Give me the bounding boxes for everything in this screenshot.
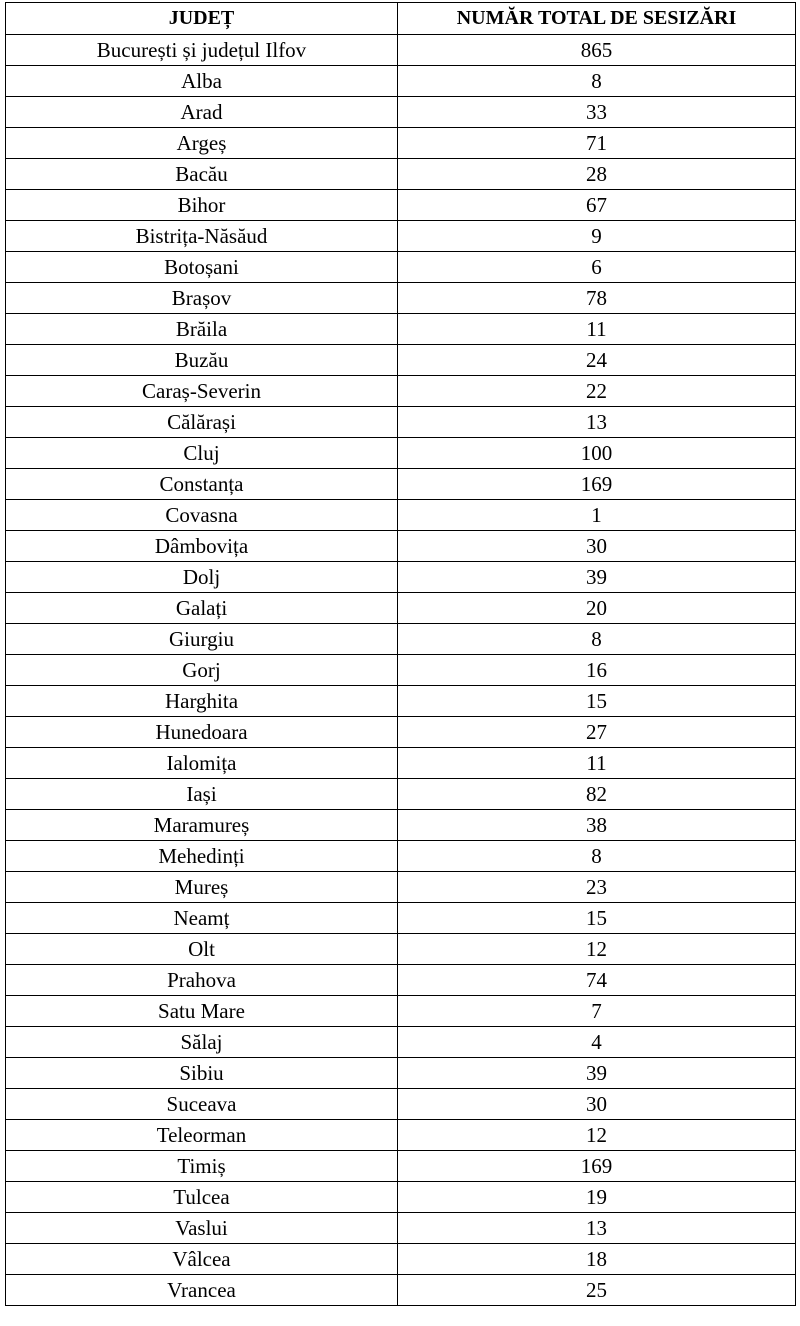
cell-judet: Cluj: [6, 438, 398, 469]
table-row: [6, 252, 796, 283]
cell-numar: 11: [398, 314, 796, 345]
cell-numar: 27: [398, 717, 796, 748]
table-row: [6, 1182, 796, 1213]
table-row: [6, 593, 796, 624]
cell-numar: 22: [398, 376, 796, 407]
cell-numar: 67: [398, 190, 796, 221]
cell-numar: 12: [398, 1120, 796, 1151]
cell-judet: Gorj: [6, 655, 398, 686]
cell-judet: Sibiu: [6, 1058, 398, 1089]
table-row: [6, 407, 796, 438]
cell-judet: Mureș: [6, 872, 398, 903]
cell-judet: Olt: [6, 934, 398, 965]
table-row: [6, 934, 796, 965]
cell-judet: Maramureș: [6, 810, 398, 841]
cell-numar: 30: [398, 531, 796, 562]
table-row: [6, 1244, 796, 1275]
cell-judet: Giurgiu: [6, 624, 398, 655]
table-row: [6, 1027, 796, 1058]
header-judet: JUDEȚ: [6, 3, 398, 35]
table-row: [6, 1058, 796, 1089]
cell-judet: Brăila: [6, 314, 398, 345]
cell-judet: Teleorman: [6, 1120, 398, 1151]
cell-numar: 33: [398, 97, 796, 128]
cell-judet: Brașov: [6, 283, 398, 314]
table-row: [6, 655, 796, 686]
cell-judet: Buzău: [6, 345, 398, 376]
cell-numar: 6: [398, 252, 796, 283]
cell-numar: 100: [398, 438, 796, 469]
cell-numar: 25: [398, 1275, 796, 1306]
table-row: [6, 531, 796, 562]
cell-judet: Bacău: [6, 159, 398, 190]
table-row: [6, 841, 796, 872]
table-row: [6, 376, 796, 407]
cell-numar: 865: [398, 35, 796, 66]
table-row: [6, 562, 796, 593]
cell-judet: Harghita: [6, 686, 398, 717]
cell-numar: 8: [398, 624, 796, 655]
cell-numar: 4: [398, 1027, 796, 1058]
table-row: [6, 996, 796, 1027]
cell-judet: Neamț: [6, 903, 398, 934]
cell-numar: 169: [398, 1151, 796, 1182]
cell-numar: 169: [398, 469, 796, 500]
cell-numar: 8: [398, 66, 796, 97]
cell-numar: 1: [398, 500, 796, 531]
table-row: [6, 159, 796, 190]
cell-judet: Prahova: [6, 965, 398, 996]
table-row: [6, 686, 796, 717]
cell-judet: București și județul Ilfov: [6, 35, 398, 66]
cell-numar: 38: [398, 810, 796, 841]
table-row: [6, 469, 796, 500]
cell-numar: 13: [398, 1213, 796, 1244]
table-row: [6, 903, 796, 934]
cell-judet: Galați: [6, 593, 398, 624]
cell-judet: Călărași: [6, 407, 398, 438]
table-row: [6, 190, 796, 221]
table-row: [6, 1275, 796, 1306]
cell-numar: 71: [398, 128, 796, 159]
cell-judet: Ialomița: [6, 748, 398, 779]
table-row: [6, 1213, 796, 1244]
cell-judet: Satu Mare: [6, 996, 398, 1027]
cell-judet: Arad: [6, 97, 398, 128]
cell-judet: Bihor: [6, 190, 398, 221]
cell-numar: 78: [398, 283, 796, 314]
cell-judet: Hunedoara: [6, 717, 398, 748]
cell-numar: 12: [398, 934, 796, 965]
cell-judet: Vaslui: [6, 1213, 398, 1244]
cell-judet: Iași: [6, 779, 398, 810]
cell-numar: 7: [398, 996, 796, 1027]
table-row: [6, 66, 796, 97]
table-body: [6, 35, 796, 1306]
cell-judet: Covasna: [6, 500, 398, 531]
table-row: [6, 221, 796, 252]
table-row: [6, 872, 796, 903]
cell-numar: 9: [398, 221, 796, 252]
cell-judet: Vâlcea: [6, 1244, 398, 1275]
cell-numar: 82: [398, 779, 796, 810]
table-row: [6, 717, 796, 748]
table-row: [6, 35, 796, 66]
cell-numar: 15: [398, 903, 796, 934]
table-row: [6, 748, 796, 779]
cell-judet: Botoșani: [6, 252, 398, 283]
table-row: [6, 779, 796, 810]
cell-judet: Sălaj: [6, 1027, 398, 1058]
cell-numar: 74: [398, 965, 796, 996]
table-row: [6, 1089, 796, 1120]
table-row: [6, 97, 796, 128]
cell-judet: Caraș-Severin: [6, 376, 398, 407]
table-row: [6, 283, 796, 314]
table-header: [6, 3, 796, 35]
table-row: [6, 810, 796, 841]
cell-numar: 39: [398, 1058, 796, 1089]
cell-judet: Suceava: [6, 1089, 398, 1120]
cell-judet: Vrancea: [6, 1275, 398, 1306]
cell-numar: 16: [398, 655, 796, 686]
cell-numar: 28: [398, 159, 796, 190]
cell-numar: 30: [398, 1089, 796, 1120]
table-row: [6, 500, 796, 531]
cell-judet: Dâmbovița: [6, 531, 398, 562]
cell-numar: 19: [398, 1182, 796, 1213]
cell-numar: 24: [398, 345, 796, 376]
cell-numar: 11: [398, 748, 796, 779]
cell-judet: Argeș: [6, 128, 398, 159]
cell-judet: Dolj: [6, 562, 398, 593]
cell-judet: Bistrița-Năsăud: [6, 221, 398, 252]
cell-numar: 39: [398, 562, 796, 593]
cell-judet: Mehedinți: [6, 841, 398, 872]
cell-numar: 8: [398, 841, 796, 872]
table-row: [6, 128, 796, 159]
cell-numar: 18: [398, 1244, 796, 1275]
table-row: [6, 1151, 796, 1182]
table-row: [6, 965, 796, 996]
table-row: [6, 1120, 796, 1151]
cell-numar: 13: [398, 407, 796, 438]
table-row: [6, 438, 796, 469]
table-row: [6, 314, 796, 345]
cell-judet: Alba: [6, 66, 398, 97]
cell-numar: 23: [398, 872, 796, 903]
sesizari-table: [5, 2, 796, 1306]
cell-judet: Tulcea: [6, 1182, 398, 1213]
header-row: [6, 3, 796, 35]
cell-numar: 15: [398, 686, 796, 717]
cell-numar: 20: [398, 593, 796, 624]
table-row: [6, 624, 796, 655]
table-row: [6, 345, 796, 376]
cell-judet: Constanța: [6, 469, 398, 500]
cell-judet: Timiș: [6, 1151, 398, 1182]
header-numar-total: NUMĂR TOTAL DE SESIZĂRI: [398, 3, 796, 35]
